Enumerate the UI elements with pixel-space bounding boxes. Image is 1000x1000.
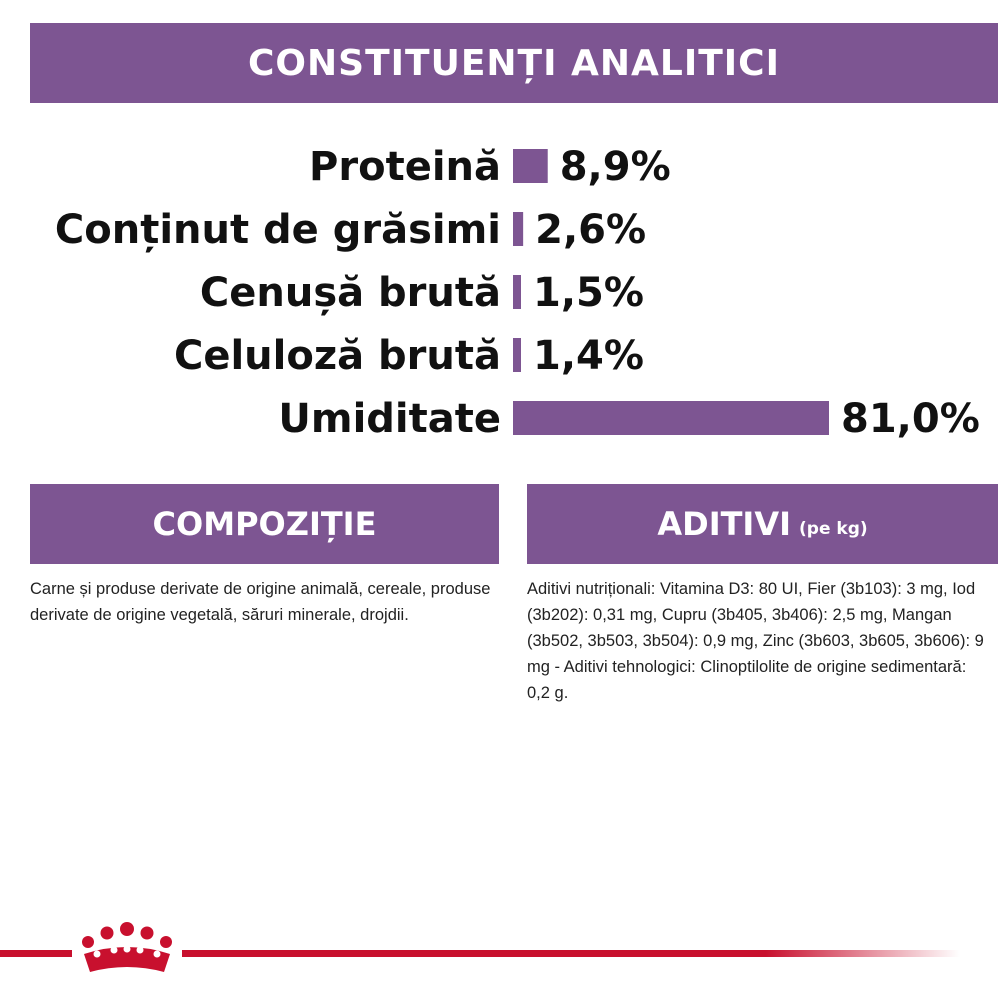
brand-footer — [0, 920, 1000, 980]
value-label: 8,9% — [559, 144, 671, 190]
crown-icon — [82, 922, 172, 972]
analytical-constituents-header — [30, 23, 998, 103]
analytical-constituents-title: CONSTITUENȚI ANALITICI — [248, 42, 780, 84]
additives-header — [527, 484, 998, 564]
composition-title: COMPOZIȚIE — [152, 505, 377, 543]
bar — [513, 338, 521, 372]
additives-subtitle: (pe kg) — [799, 519, 868, 539]
value-label: 1,5% — [533, 270, 644, 316]
category-label: Umiditate — [278, 396, 501, 442]
bar — [513, 212, 523, 246]
value-label: 81,0% — [841, 396, 980, 442]
composition-header — [30, 484, 499, 564]
bar — [513, 149, 548, 183]
footer-stripe-right — [182, 950, 960, 957]
composition-text: Carne și produse derivate de origine animală, cereale, produse derivate de origine vegetală, săruri minerale, drojdii. — [30, 580, 491, 624]
category-label: Proteină — [309, 144, 501, 190]
footer-stripe-left — [0, 950, 72, 957]
value-label: 2,6% — [535, 207, 647, 253]
category-label: Cenușă brută — [199, 270, 501, 316]
value-label: 1,4% — [533, 333, 644, 379]
bar — [513, 275, 521, 309]
additives-title: ADITIVI — [657, 505, 791, 543]
category-label: Celuloză brută — [173, 333, 501, 379]
additives-text: Aditivi nutriționali: Vitamina D3: 80 UI, Fier (3b103): 3 mg, Iod (3b202): 0,31 mg, Cupru (3b405, 3b406): 2,5 mg, Mangan (3b502, 3b503, 3b504): 0,9 mg, Zinc (3b603, 3b605, 3b606): 9 mg - Aditivi tehnologici: Clinoptilolite de origine sedimentară: 0,2 g. — [527, 580, 984, 702]
category-label: Conținut de grăsimi — [54, 207, 501, 253]
analytical-constituents-chart — [0, 120, 1000, 460]
bar — [513, 401, 829, 435]
